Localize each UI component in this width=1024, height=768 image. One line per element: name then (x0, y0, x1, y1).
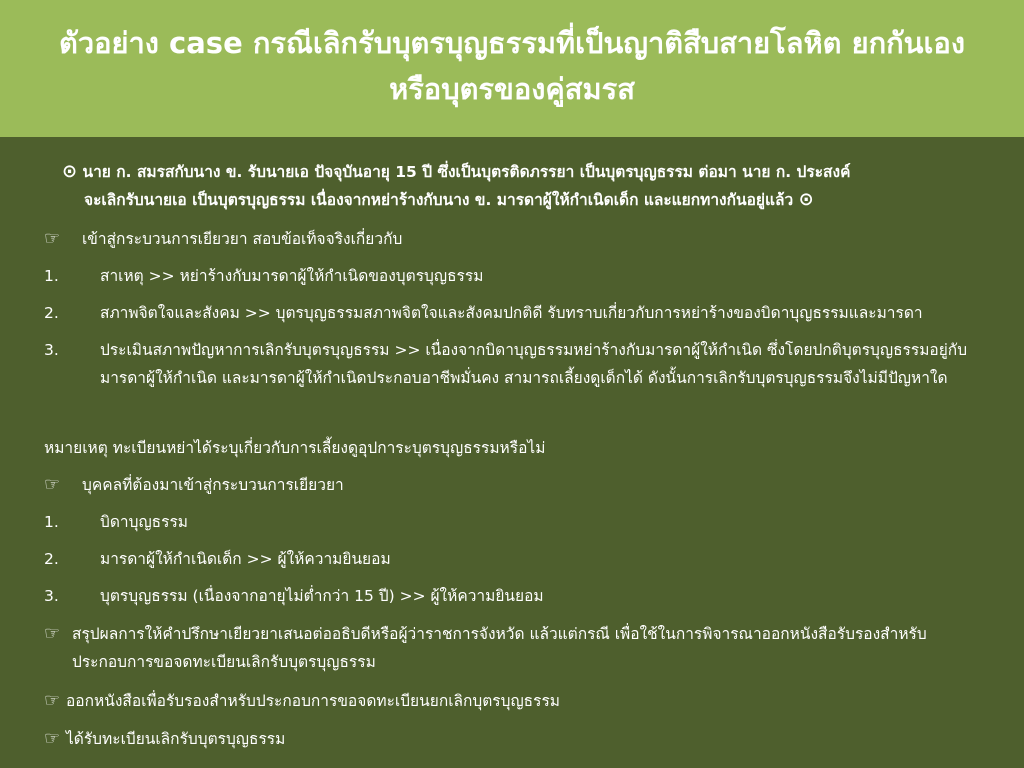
circle-dot-bullet-icon: ⊙ (62, 161, 78, 182)
step-text: ได้รับทะเบียนเลิกรับบุตรบุญธรรม (66, 730, 286, 748)
title-line-1: ตัวอย่าง case กรณีเลิกรับบุตรบุญธรรมที่เป็นญาติสืบสายโลหิต ยกกันเอง (58, 26, 965, 60)
pointing-hand-icon: ☞ (44, 728, 61, 749)
pointing-hand-icon: ☞ (44, 228, 61, 249)
title-banner (0, 0, 1024, 137)
pointing-hand-icon: ☞ (44, 690, 61, 711)
title-line-2: หรือบุตรของคู่สมรส (389, 72, 635, 106)
pointing-hand-icon: ☞ (44, 623, 61, 644)
section2-heading: บุคคลที่ต้องมาเข้าสู่กระบวนการเยียวยา (82, 476, 344, 494)
case-intro (62, 158, 982, 214)
slide-title (0, 0, 1024, 112)
circle-dot-end-icon: ⊙ (798, 189, 814, 210)
intro-line-2: จะเลิกรับนายเอ เป็นบุตรบุญธรรม เนื่องจากหย่าร้างกับนาง ข. มารดาผู้ให้กำเนิดเด็ก และแยกทางกันอยู่แล้ว ⊙ (84, 189, 814, 210)
pointing-hand-icon: ☞ (44, 474, 61, 495)
step-text: สรุปผลการให้คำปรึกษาเยียวยาเสนอต่ออธิบดีหรือผู้ว่าราชการจังหวัด แล้วแต่กรณี เพื่อใช้ในการพิจารณาออกหนังสือรับรองสำหรับประกอบการขอจดทะเบียนเลิกรับบุตรบุญธรรม (72, 625, 927, 671)
note-text: หมายเหตุ ทะเบียนหย่าได้ระบุเกี่ยวกับการเลี้ยงดูอุปการะบุตรบุญธรรมหรือไม่ (44, 439, 546, 457)
step-text: ออกหนังสือเพื่อรับรองสำหรับประกอบการขอจดทะเบียนยกเลิกบุตรบุญธรรม (66, 692, 560, 710)
section1-heading: เข้าสู่กระบวนการเยียวยา สอบข้อเท็จจริงเกี่ยวกับ (82, 230, 403, 248)
intro-line-1: ⊙ นาย ก. สมรสกับนาง ข. รับนายเอ ปัจจุบันอายุ 15 ปี ซึ่งเป็นบุตรติดภรรยา เป็นบุตรบุญธรรม ต่อมา นาย ก. ประสงค์ (62, 161, 851, 182)
